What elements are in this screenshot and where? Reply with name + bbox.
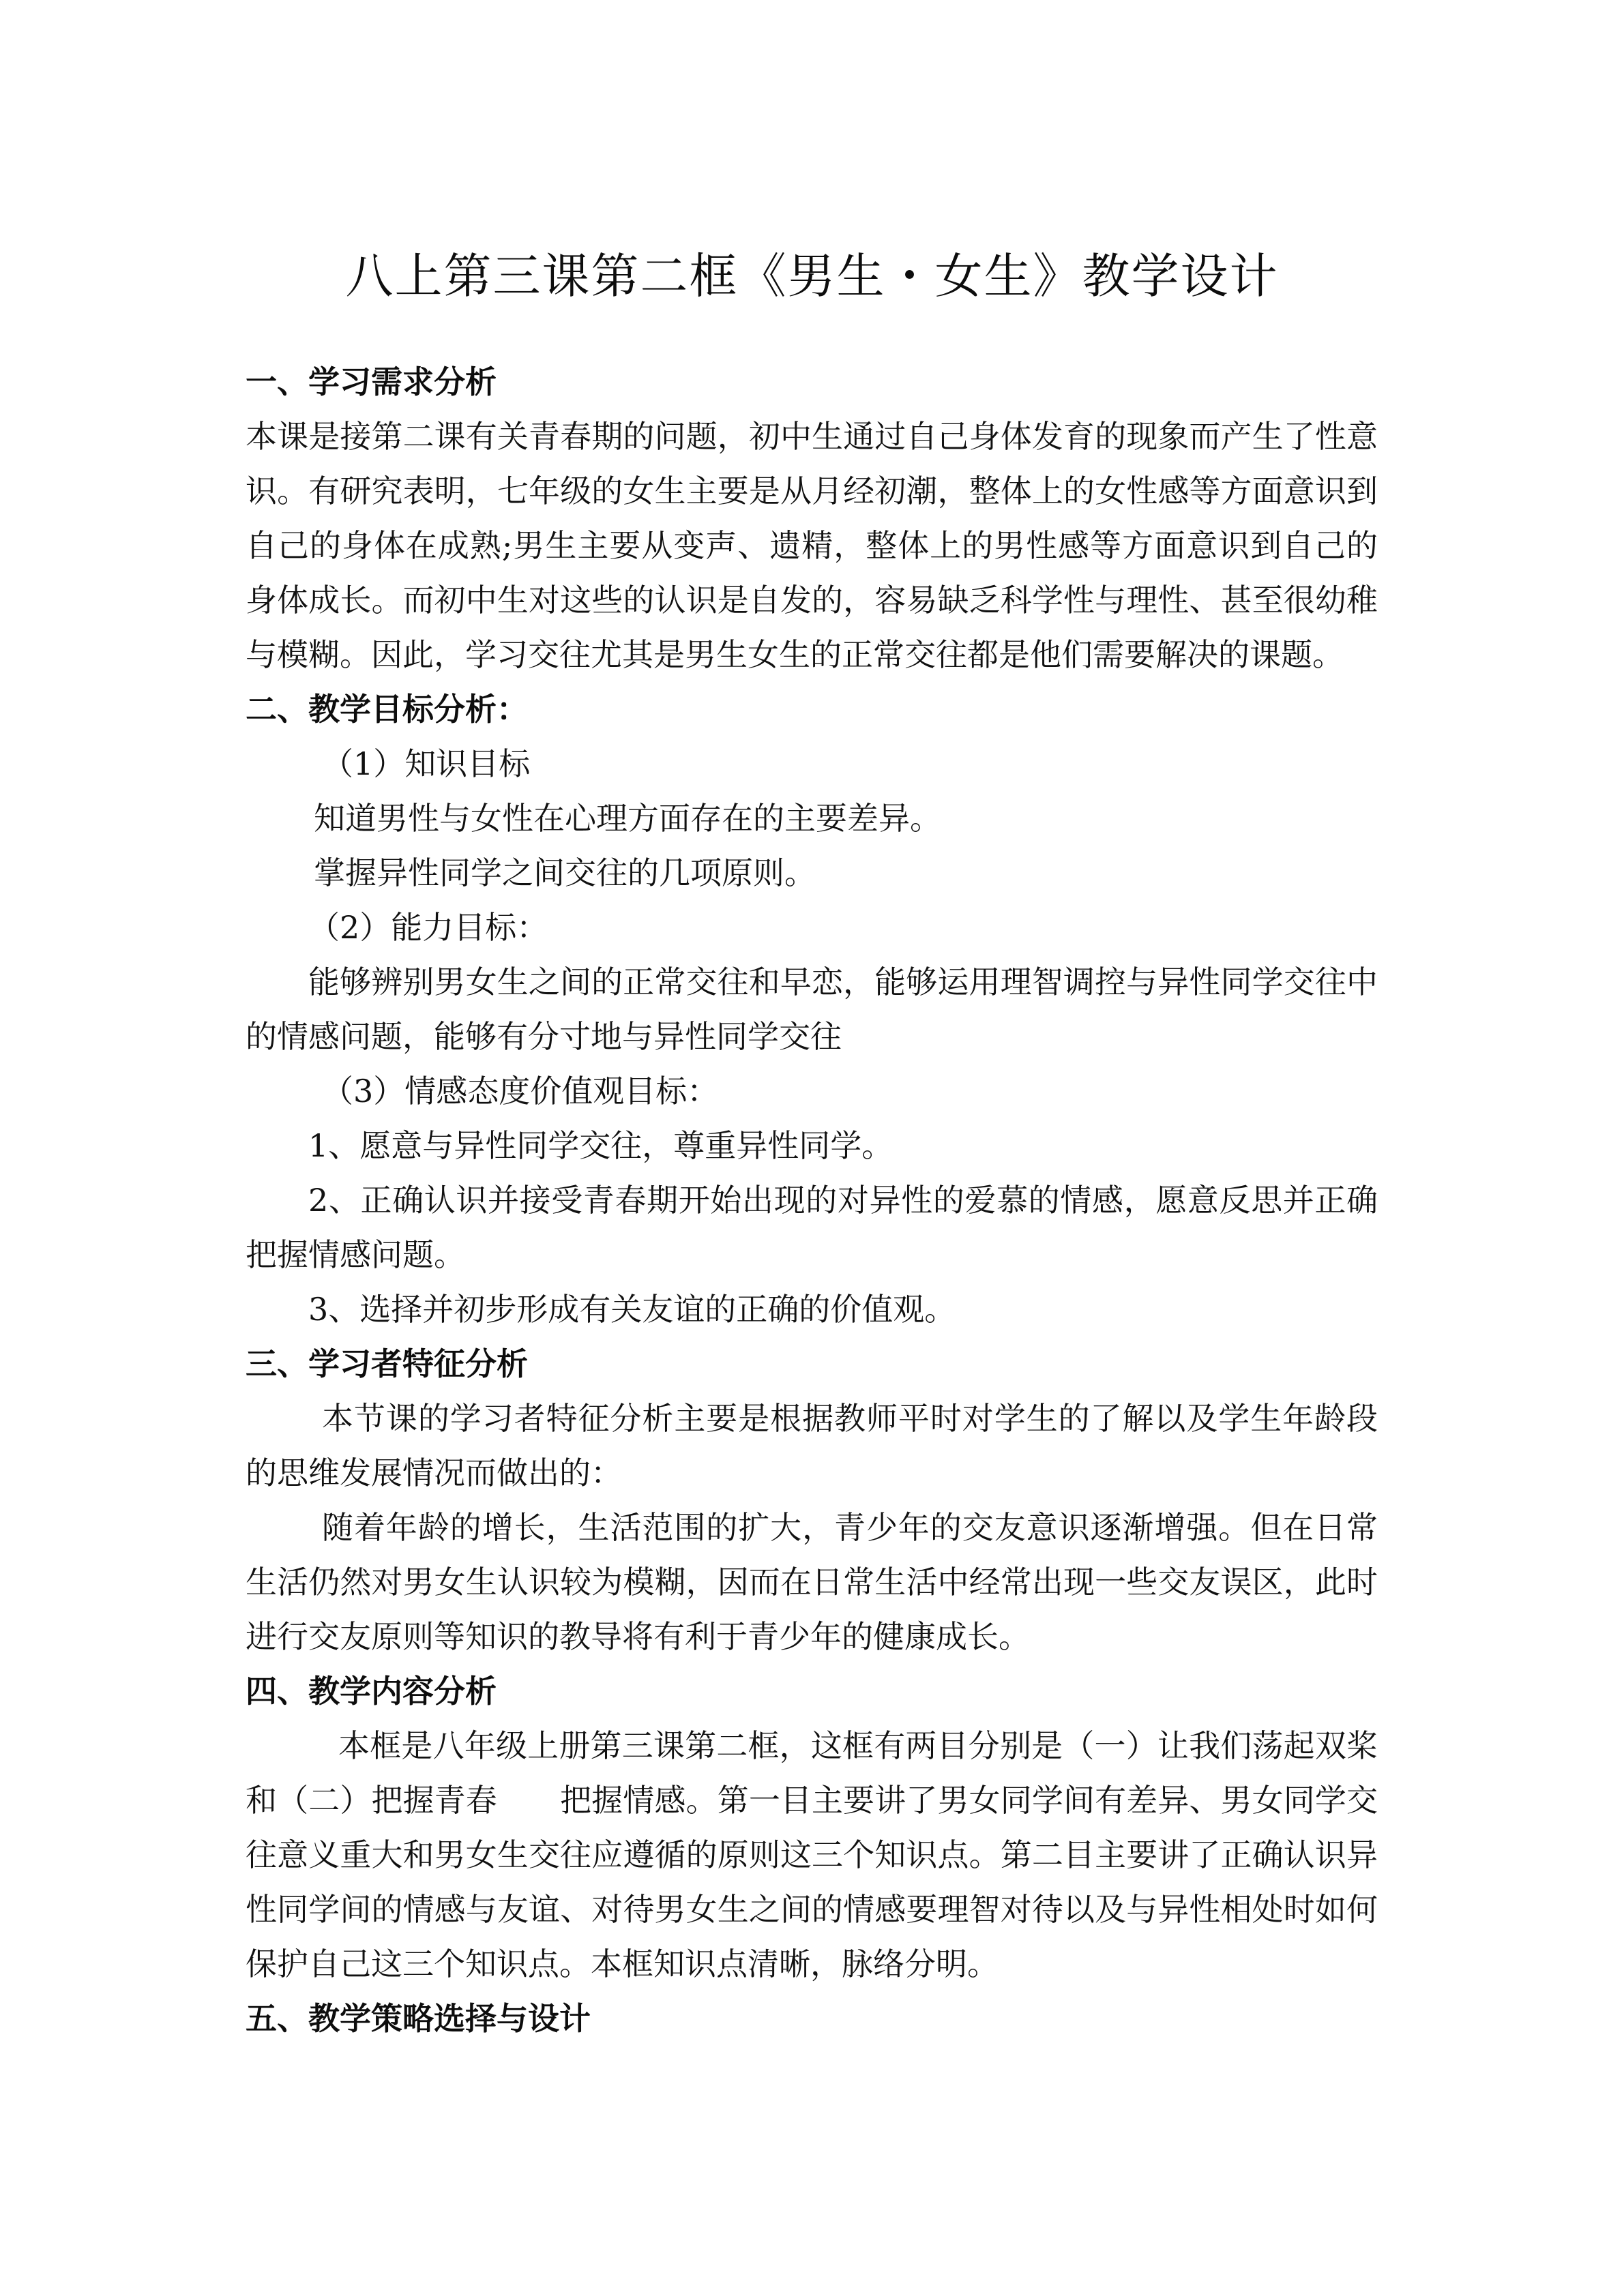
attitude-goal-item: 1、愿意与异性同学交往，尊重异性同学。	[308, 1127, 894, 1164]
attitude-goal-item: 3、选择并初步形成有关友谊的正确的价值观。	[308, 1291, 956, 1328]
learning-needs-paragraph: 本课是接第二课有关青春期的问题，初中生通过自己身体发育的现象而产生了性意识。有研究表明，七年级的女生主要是从月经初潮，整体上的女性感等方面意识到自己的身体在成熟;男生主要从变声、遗精，整体上的男性感等方面意识到自己的身体成长。而初中生对这些的认识是自发的，容易缺乏科学性与理性、甚至很幼稚与模糊。因此，学习交往尤其是男生女生的正常交往都是他们需要解决的课题。	[246, 418, 1378, 673]
learner-analysis-paragraph: 本节课的学习者特征分析主要是根据教师平时对学生的了解以及学生年龄段的思维发展情况而做出的：	[246, 1400, 1378, 1491]
learner-analysis-paragraph: 随着年龄的增长，生活范围的扩大，青少年的交友意识逐渐增强。但在日常生活仍然对男女生认识较为模糊，因而在日常生活中经常出现一些交友误区，此时进行交友原则等知识的教导将有利于青少年的健康成长。	[246, 1509, 1378, 1655]
section-heading-learner-analysis: 三、学习者特征分析	[246, 1345, 528, 1382]
knowledge-goal-item: 知道男性与女性在心理方面存在的主要差异。	[314, 800, 941, 837]
section-heading-content-analysis: 四、教学内容分析	[246, 1673, 497, 1710]
section-heading-teaching-strategy: 五、教学策略选择与设计	[246, 2000, 591, 2037]
section-heading-teaching-goals: 二、教学目标分析：	[246, 691, 528, 728]
knowledge-goal-label: （1）知识目标	[322, 745, 531, 782]
section-heading-learning-needs: 一、学习需求分析	[246, 363, 497, 400]
document-title: 八上第三课第二框《男生・女生》教学设计	[345, 248, 1279, 304]
knowledge-goal-item: 掌握异性同学之间交往的几项原则。	[314, 854, 816, 891]
attitude-goal-item: 2、正确认识并接受青春期开始出现的对异性的爱慕的情感，愿意反思并正确把握情感问题。	[246, 1182, 1378, 1273]
content-analysis-paragraph: 本框是八年级上册第三课第二框，这框有两目分别是（一）让我们荡起双桨和（二）把握青春 把握情感。第一目主要讲了男女同学间有差异、男女同学交往意义重大和男女生交往应遵循的原则这三个知识点。第二目主要讲了正确认识异性同学间的情感与友谊、对待男女生之间的情感要理智对待以及与异性相处时如何保护自己这三个知识点。本框知识点清晰，脉络分明。	[246, 1727, 1378, 1982]
ability-goal-text: 能够辨别男女生之间的正常交往和早恋，能够运用理智调控与异性同学交往中的情感问题，能够有分寸地与异性同学交往	[246, 964, 1378, 1055]
document-body	[246, 355, 1378, 2046]
attitude-goal-label: （3）情感态度价值观目标：	[322, 1073, 719, 1109]
ability-goal-label: （2）能力目标：	[308, 909, 548, 946]
